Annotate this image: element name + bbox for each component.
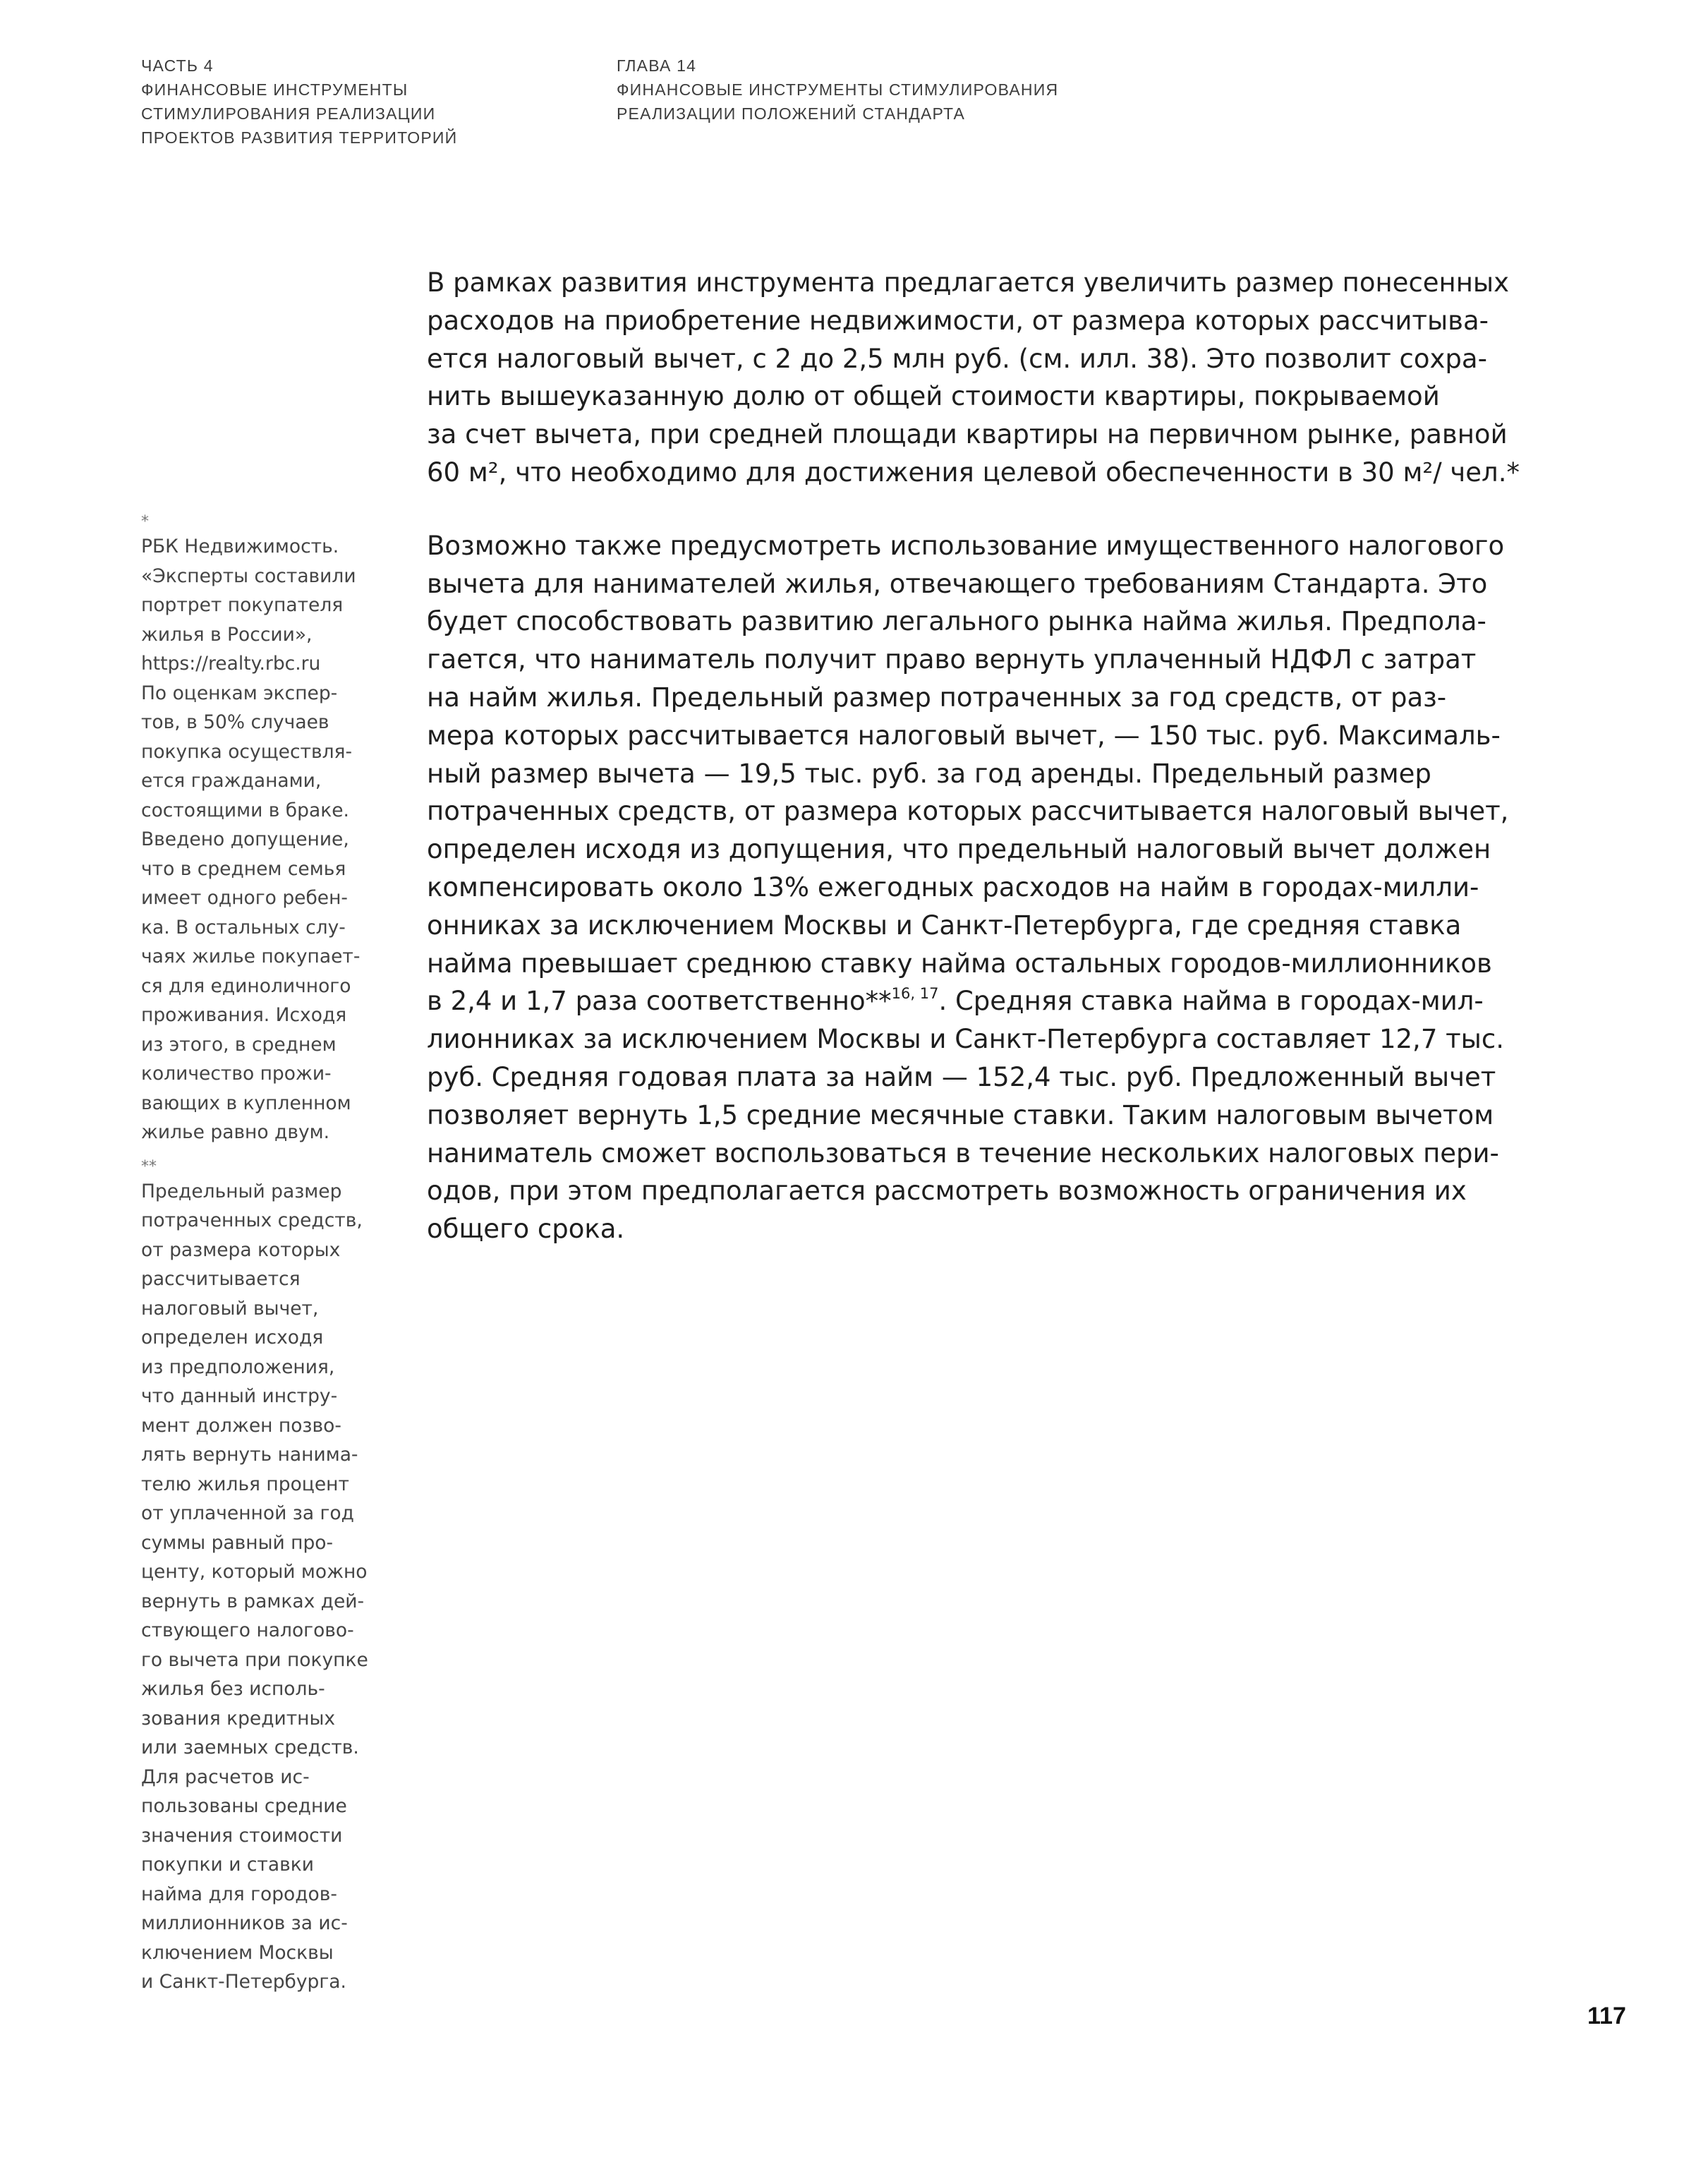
sidenote-line: количество прожи- — [141, 1063, 332, 1085]
paragraph-2 — [427, 527, 1549, 1248]
sidenote-line: суммы равный про- — [141, 1531, 334, 1554]
sidenote-line: го вычета при покупке — [141, 1648, 368, 1671]
text-line: позволяет вернуть 1,5 средние месячные ставки. Таким налоговым вычетом — [427, 1099, 1494, 1130]
sidenote-line: потраченных средств, — [141, 1209, 363, 1231]
sidenote-line: тов, в 50% случаев — [141, 711, 329, 733]
sidenote-line: ется гражданами, — [141, 770, 322, 792]
text-line: руб. Средняя годовая плата за найм — 152,4 тыс. руб. Предложенный вычет — [427, 1061, 1496, 1092]
sidenote-line: покупки и ставки — [141, 1854, 314, 1876]
sidenote-line: Для расчетов ис- — [141, 1765, 310, 1788]
sidenote-line: портрет покупателя — [141, 594, 344, 616]
text-line: 60 м², что необходимо для достижения целевой обеспеченности в 30 м²/ чел.* — [427, 457, 1520, 488]
sidenote-line: налоговый вычет, — [141, 1297, 319, 1320]
page-number: 117 — [1587, 2003, 1626, 2029]
sidenote-line: пользованы средние — [141, 1795, 347, 1817]
sidenote-line: или заемных средств. — [141, 1737, 359, 1758]
sidenote-line: По оценкам экспер- — [141, 682, 338, 704]
text-line: найма превышает среднюю ставку найма остальных городов-миллионников — [427, 948, 1492, 979]
chapter-head-line: ФИНАНСОВЫЕ ИНСТРУМЕНТЫ СТИМУЛИРОВАНИЯ — [617, 80, 1059, 99]
sidenote-line: ся для единоличного — [141, 974, 351, 997]
sidenote-line: миллионников за ис- — [141, 1912, 348, 1934]
sidenote-line: центу, который можно — [141, 1561, 368, 1583]
sidenote-line: состоящими в браке. — [141, 799, 349, 821]
text-line: нить вышеуказанную долю от общей стоимости квартиры, покрываемой — [427, 381, 1440, 412]
text-line: гается, что наниматель получит право вернуть уплаченный НДФЛ с затрат — [427, 644, 1477, 675]
reference-line: в 2,4 и 1,7 раза соответственно**$^{16, 17}$. Средняя ставка найма в городах-мил- — [427, 985, 1484, 1017]
sidenote-line: «Эксперты составили — [141, 565, 356, 587]
text-line: на найм жилья. Предельный размер потраченных за год средств, от раз- — [427, 682, 1447, 713]
text-line: ется налоговый вычет, с 2 до 2,5 млн руб. (см. илл. 38). Это позволит сохра- — [427, 343, 1487, 374]
sidenote-line: лять вернуть нанима- — [141, 1444, 358, 1466]
footnote-marker: ** — [141, 1157, 157, 1176]
sidenote-line: вернуть в рамках дей- — [141, 1590, 365, 1612]
sidenote-line: ка. В остальных слу- — [141, 916, 346, 938]
text-line: онниках за исключением Москвы и Санкт-Петербурга, где средняя ставка — [427, 910, 1462, 941]
footnote-reference: 16, 17 — [891, 985, 939, 1003]
text-line: мера которых рассчитывается налоговый вычет, — 150 тыс. руб. Максималь- — [427, 720, 1501, 751]
sidenote-line: чаях жилье покупает- — [141, 946, 361, 967]
text-line: наниматель сможет воспользоваться в течение нескольких налоговых пери- — [427, 1137, 1499, 1169]
text-line: общего срока. — [427, 1214, 625, 1245]
sidenote-line: из предположения, — [141, 1356, 335, 1378]
text-line: потраченных средств, от размера которых рассчитывается налоговый вычет, — [427, 796, 1509, 827]
sidenote-line: жилья в России», — [141, 623, 313, 646]
sidenote-line: Введено допущение, — [141, 828, 349, 850]
paragraph-1 — [427, 264, 1549, 492]
chapter-head-line: РЕАЛИЗАЦИИ ПОЛОЖЕНИЙ СТАНДАРТА — [617, 104, 966, 123]
sidenote-line: покупка осуществля- — [141, 740, 353, 763]
sidenote-line: имеет одного ребен- — [141, 887, 348, 909]
chapter-head-line: ГЛАВА 14 — [617, 56, 697, 75]
sidenote-line: жилья без исполь- — [141, 1678, 325, 1700]
sidenote-line: проживания. Исходя — [141, 1004, 347, 1026]
text-line: вычета для нанимателей жилья, отвечающего требованиям Стандарта. Это — [427, 568, 1488, 599]
sidenote-line: от уплаченной за год — [141, 1502, 354, 1524]
sidenote-line: РБК Недвижимость. — [141, 536, 339, 557]
part-head-line: ЧАСТЬ 4 — [141, 56, 214, 75]
part-head-line: ФИНАНСОВЫЕ ИНСТРУМЕНТЫ — [141, 80, 408, 99]
text-line: Возможно также предусмотреть использование имущественного налогового — [427, 530, 1505, 561]
sidenote-line: мент должен позво- — [141, 1414, 341, 1437]
sidenote-line: что данный инстру- — [141, 1385, 338, 1407]
sidenote-line: из этого, в среднем — [141, 1033, 337, 1056]
sidenote-line: найма для городов- — [141, 1883, 337, 1905]
part-head-line: СТИМУЛИРОВАНИЯ РЕАЛИЗАЦИИ — [141, 104, 436, 123]
text-line: В рамках развития инструмента предлагается увеличить размер понесенных — [427, 267, 1510, 298]
sidenote-line: ствующего налогово- — [141, 1619, 354, 1641]
footnote-marker: * — [141, 513, 149, 531]
text-line: расходов на приобретение недвижимости, от размера которых рассчитыва- — [427, 305, 1489, 336]
sidenote-line: определен исходя — [141, 1327, 324, 1348]
text-line: ный размер вычета — 19,5 тыс. руб. за год аренды. Предельный размер — [427, 758, 1431, 789]
sidenote-line: и Санкт-Петербурга. — [141, 1971, 346, 1993]
sidenote-line: жилье равно двум. — [141, 1121, 330, 1143]
chapter-running-head — [617, 54, 1058, 126]
sidenote-line: телю жилья процент — [141, 1473, 349, 1495]
text-line: определен исходя из допущения, что предельный налоговый вычет должен — [427, 834, 1491, 865]
sidenote-line: что в среднем семья — [141, 857, 346, 880]
part-head-line: ПРОЕКТОВ РАЗВИТИЯ ТЕРРИТОРИЙ — [141, 128, 458, 147]
sidenote-line: https://realty.rbc.ru — [141, 653, 321, 675]
sidenote — [141, 512, 409, 1147]
text-line: лионниках за исключением Москвы и Санкт-Петербурга составляет 12,7 тыс. — [427, 1024, 1504, 1055]
sidenote-line: рассчитывается — [141, 1268, 301, 1290]
sidenote-line: зования кредитных — [141, 1707, 336, 1730]
text-line: будет способствовать развитию легального рынка найма жилья. Предпола- — [427, 606, 1486, 637]
sidenote-line: значения стоимости — [141, 1824, 343, 1847]
sidenote — [141, 1157, 409, 1997]
sidenote-line: вающих в купленном — [141, 1092, 351, 1114]
text-line: компенсировать около 13% ежегодных расходов на найм в городах-милли- — [427, 871, 1479, 903]
part-running-head — [141, 54, 457, 150]
sidenote-line: Предельный размер — [141, 1180, 342, 1202]
sidenote-line: ключением Москвы — [141, 1941, 334, 1964]
sidenote-line: от размера которых — [141, 1238, 341, 1261]
text-line: одов, при этом предполагается рассмотреть возможность ограничения их — [427, 1176, 1467, 1207]
text-line: за счет вычета, при средней площади квартиры на первичном рынке, равной — [427, 419, 1508, 450]
main-text — [427, 264, 1549, 1248]
sidenotes-column — [141, 512, 409, 1997]
